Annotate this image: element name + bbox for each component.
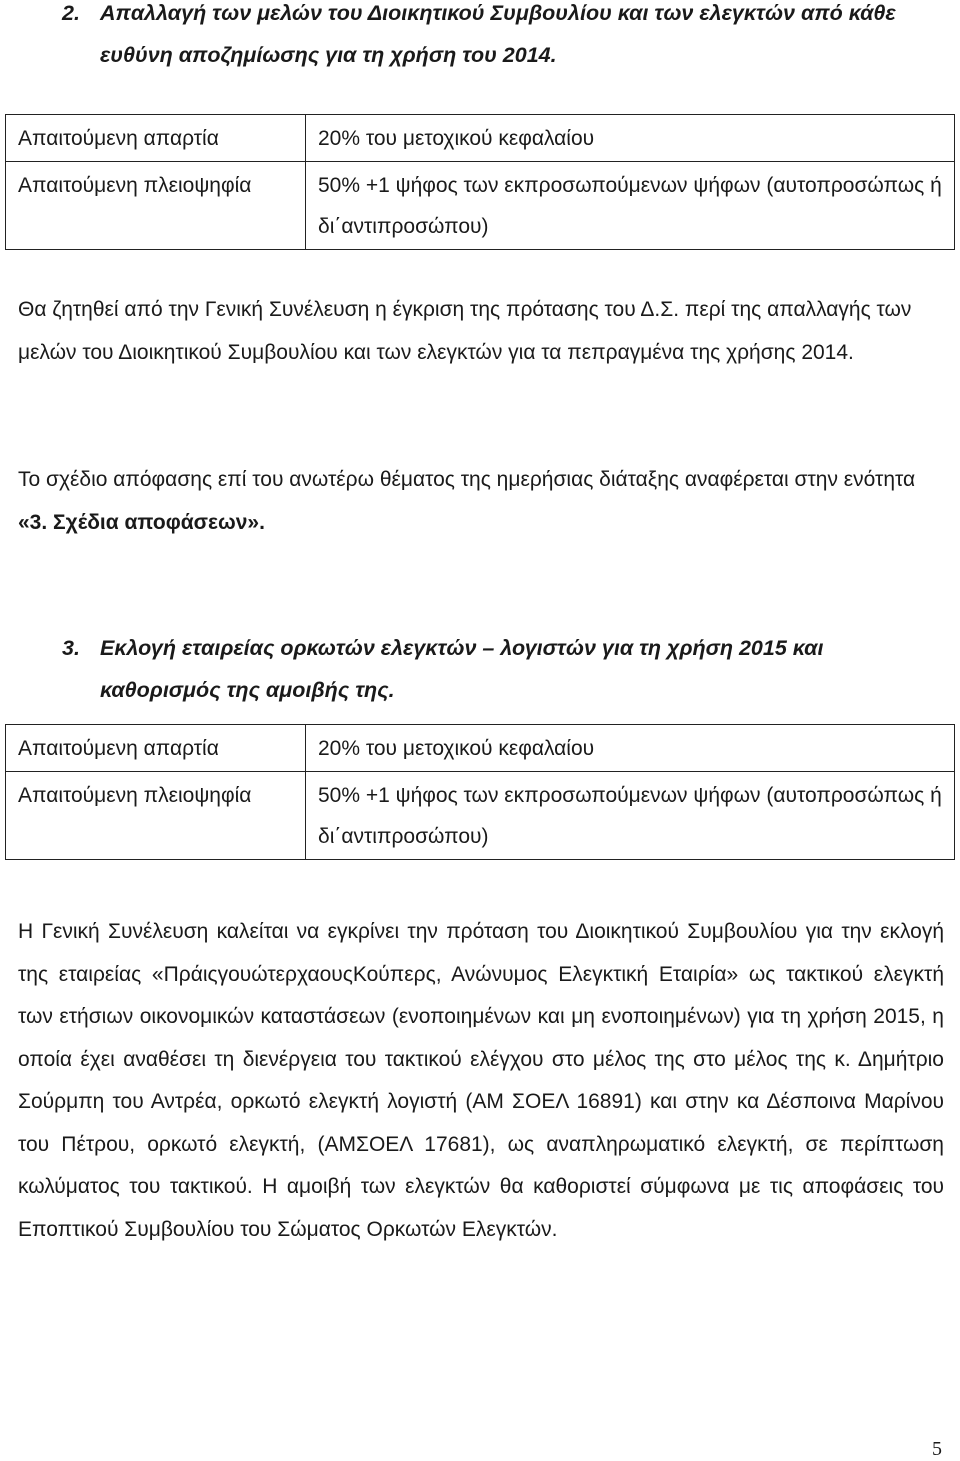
- reference-text: Το σχέδιο απόφασης επί του ανωτέρω θέματος της ημερήσιας διάταξης αναφέρεται στην ενότητα: [18, 468, 916, 491]
- section-2-paragraph-reference: [18, 459, 944, 544]
- section-2-paragraph-approval: Θα ζητηθεί από την Γενική Συνέλευση η έγκριση της πρότασης του Δ.Σ. περί της απαλλαγής των μελών του Διοικητικού Συμβουλίου και των ελεγκτών για τα πεπραγμένα της χρήσης 2014.: [18, 298, 912, 364]
- majority-label: Απαιτούμενη πλειοψηφία: [6, 772, 306, 860]
- reference-bold: «3. Σχέδια αποφάσεων».: [18, 510, 265, 534]
- majority-label: Απαιτούμενη πλειοψηφία: [6, 162, 306, 250]
- majority-row: [6, 162, 955, 250]
- majority-value: 50% +1 ψήφος των εκπροσωπούμενων ψήφων (αυτοπροσώπως ή δι΄αντιπροσώπου): [306, 772, 955, 860]
- page-number: 5: [932, 1438, 942, 1460]
- section-2-title: Απαλλαγή των μελών του Διοικητικού Συμβουλίου και των ελεγκτών από κάθε ευθύνη αποζημίωσης για τη χρήση του 2014.: [100, 1, 896, 67]
- quorum-row: [6, 115, 955, 162]
- section-3-number: 3.: [62, 636, 80, 660]
- quorum-value: 20% του μετοχικού κεφαλαίου: [306, 115, 955, 162]
- quorum-label: Απαιτούμενη απαρτία: [6, 725, 306, 772]
- quorum-row: [6, 725, 955, 772]
- section-2-number: 2.: [62, 1, 80, 25]
- quorum-label: Απαιτούμενη απαρτία: [6, 115, 306, 162]
- section-3-requirements-table: [5, 724, 955, 860]
- section-3-heading: [62, 627, 940, 711]
- section-2-heading: [62, 0, 940, 76]
- quorum-value: 20% του μετοχικού κεφαλαίου: [306, 725, 955, 772]
- section-3-paragraph-auditor-election: Η Γενική Συνέλευση καλείται να εγκρίνει την πρόταση του Διοικητικού Συμβουλίου για την εκλογή της εταιρείας «ΠράιςγουώτερχαουςΚούπερς, Ανώνυμος Ελεγκτική Εταιρία» ως τακτικού ελεγκτή των ετήσιων οικονομικών καταστάσεων (ενοποιημένων και μη ενοποιημένων) για τη χρήση 2015, η οποία έχει αναθέσει τη διενέργεια του τακτικού ελέγχου στο μέλος της στο μέλος της κ. Δημήτριο Σούρμπη του Αντρέα, ορκωτό ελεγκτή λογιστή (ΑΜ ΣΟΕΛ 16891) και στην κα Δέσποινα Μαρίνου του Πέτρου, ορκωτό ελεγκτή, (ΑΜΣΟΕΛ 17681), ως αναπληρωματικό ελεγκτή, σε περίπτωση κωλύματος του τακτικού. Η αμοιβή των ελεγκτών θα καθοριστεί σύμφωνα με τις αποφάσεις του Εποπτικού Συμβουλίου του Σώματος Ορκωτών Ελεγκτών.: [18, 920, 944, 1241]
- majority-row: [6, 772, 955, 860]
- section-3-title: Εκλογή εταιρείας ορκωτών ελεγκτών – λογιστών για τη χρήση 2015 και καθορισμός της αμοιβής της.: [100, 636, 824, 702]
- majority-value: 50% +1 ψήφος των εκπροσωπούμενων ψήφων (αυτοπροσώπως ή δι΄αντιπροσώπου): [306, 162, 955, 250]
- section-2-requirements-table: [5, 114, 955, 250]
